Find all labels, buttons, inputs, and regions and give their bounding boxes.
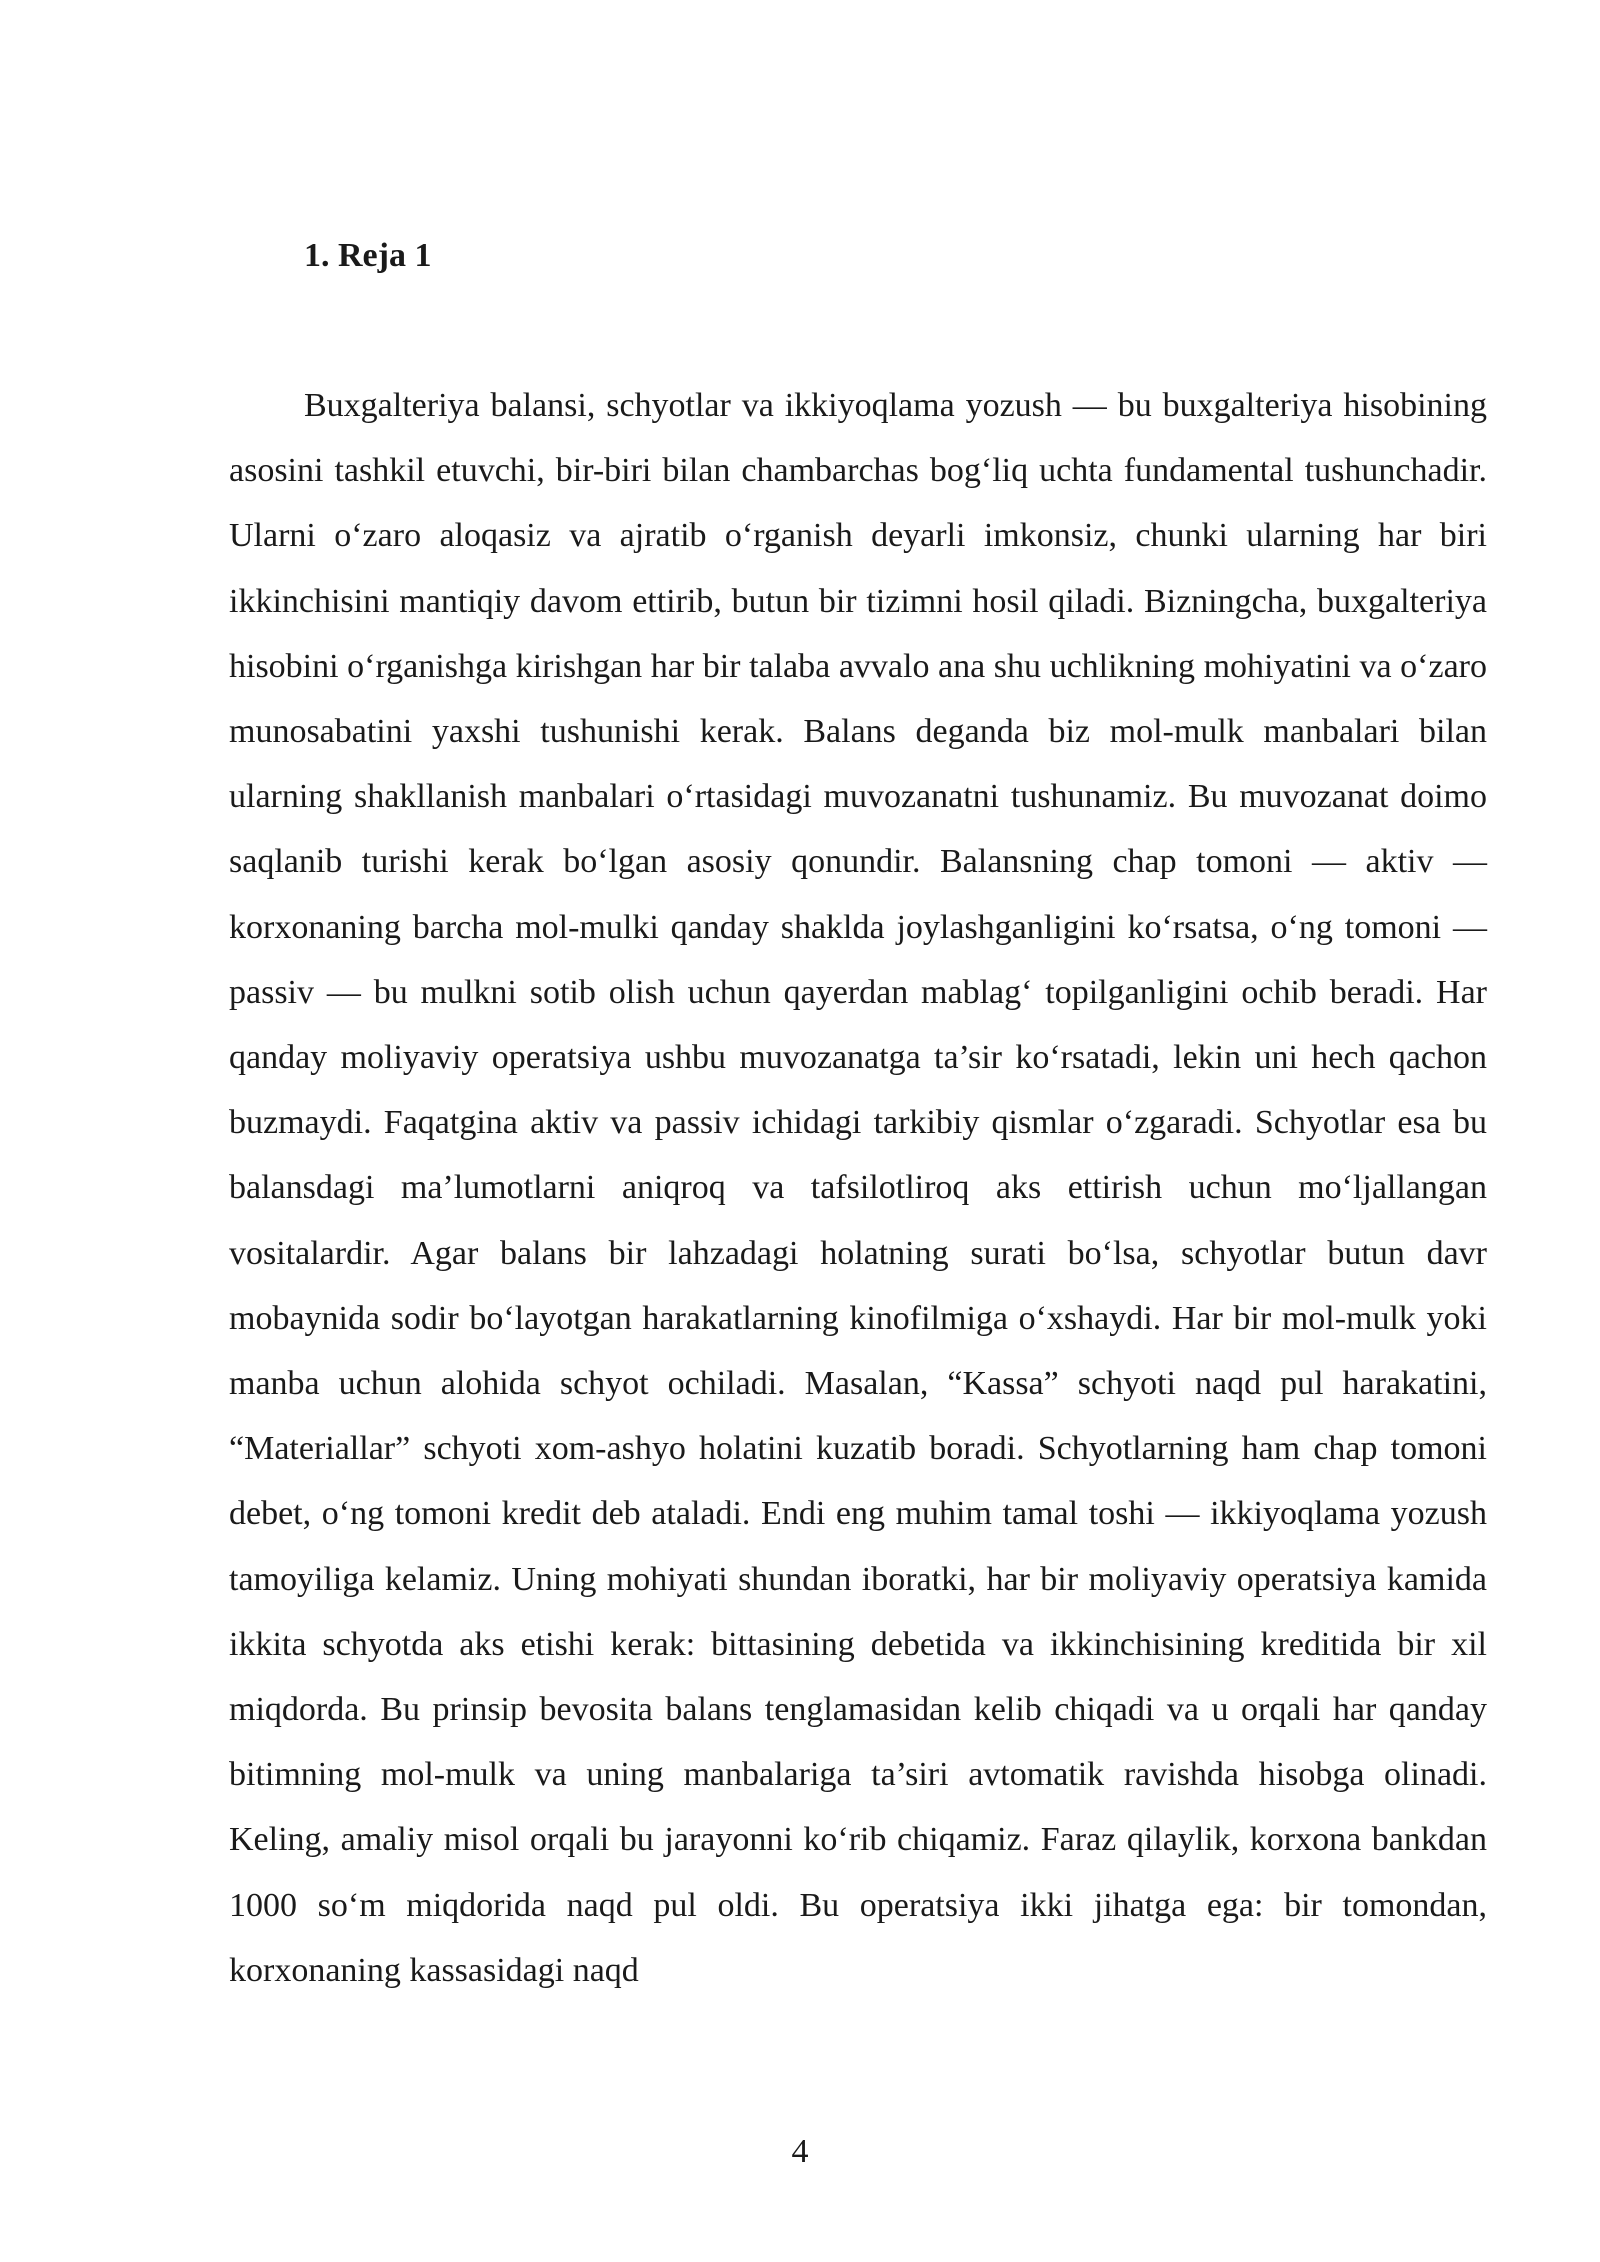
body-paragraph: Buxgalteriya balansi, schyotlar va ikkiyoqlama yozush — bu buxgalteriya hisobining asosini tashkil etuvchi, bir-biri bilan chambarchas bog‘liq uchta fundamental tushunchadir. Ularni o‘zaro aloqasiz va ajratib o‘rganish deyarli imkonsiz, chunki ularning har biri ikkinchisini mantiqiy davom ettirib, butun bir tizimni hosil qiladi. Bizningcha, buxgalteriya hisobini o‘rganishga kirishgan har bir talaba avvalo ana shu uchlikning mohiyatini va o‘zaro munosabatini yaxshi tushunishi kerak. Balans deganda biz mol-mulk manbalari bilan ularning shakllanish manbalari o‘rtasidagi muvozanatni tushunamiz. Bu muvozanat doimo saqlanib turishi kerak bo‘lgan asosiy qonundir. Balansning chap tomoni — aktiv — korxonaning barcha mol-mulki qanday shaklda joylashganligini ko‘rsatsa, o‘ng tomoni — passiv — bu mulkni sotib olish uchun qayerdan mablag‘ topilganligini ochib beradi. Har qanday moliyaviy operatsiya ushbu muvozanatga ta’sir ko‘rsatadi, lekin uni hech qachon buzmaydi. Faqatgina aktiv va passiv ichidagi tarkibiy qismlar o‘zgaradi. Schyotlar esa bu balansdagi ma’lumotlarni aniqroq va tafsilotliroq aks ettirish uchun mo‘ljallangan vositalardir. Agar balans bir lahzadagi holatning surati bo‘lsa, schyotlar butun davr mobaynida sodir bo‘layotgan harakatlarning kinofilmiga o‘xshaydi. Har bir mol-mulk yoki manba uchun alohida schyot ochiladi. Masalan, “Kassa” schyoti naqd pul harakatini, “Materiallar” schyoti xom-ashyo holatini kuzatib boradi. Schyotlarning ham chap tomoni debet, o‘ng tomoni kredit deb ataladi. Endi eng muhim tamal toshi — ikkiyoqlama yozush tamoyiliga kelamiz. Uning mohiyati shundan iboratki, har bir moliyaviy operatsiya kamida ikkita schyotda aks etishi kerak: bittasining debetida va ikkinchisining kreditida bir xil miqdorda. Bu prinsip bevosita balans tenglamasidan kelib chiqadi va u orqali har qanday bitimning mol-mulk va uning manbalariga ta’siri avtomatik ravishda hisobga olinadi. Keling, amaliy misol orqali bu jarayonni ko‘rib chiqamiz. Faraz qilaylik, korxona bankdan 1000 so‘m miqdorida naqd pul oldi. Bu operatsiya ikki jihatga ega: bir tomondan, korxonaning kassasidagi naqd bbox=[229, 387, 1487, 1989]
page-number: 4 bbox=[791, 2133, 809, 2170]
section-heading: 1. Reja 1 bbox=[304, 237, 432, 274]
